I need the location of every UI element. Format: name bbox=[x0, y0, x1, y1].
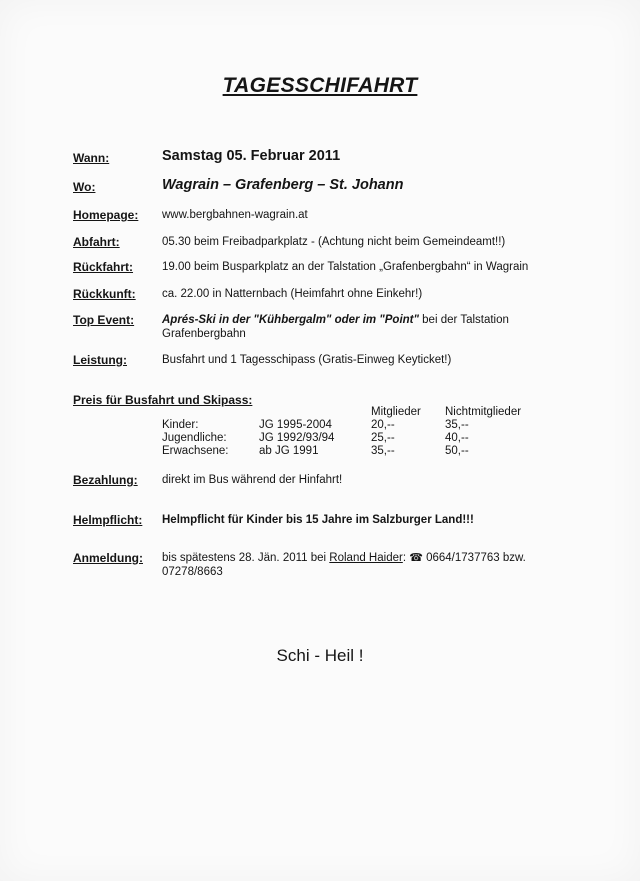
price-group: Erwachsene: bbox=[162, 445, 229, 457]
registration-colon: : bbox=[402, 552, 410, 564]
value-helmet: Helmpflicht für Kinder bis 15 Jahre im Salzburger Land!!! bbox=[162, 514, 474, 526]
top-event-rest: bei der Talstation bbox=[418, 314, 509, 326]
price-members: 20,-- bbox=[371, 419, 395, 431]
value-payment: direkt im Bus während der Hinfahrt! bbox=[162, 474, 343, 486]
label-top-event: Top Event: bbox=[73, 313, 135, 327]
label-return: Rückfahrt: bbox=[73, 260, 134, 274]
label-when: Wann: bbox=[73, 151, 110, 165]
col-members-header: Mitglieder bbox=[371, 406, 421, 418]
registration-text: bis spätestens 28. Jän. 2011 bei bbox=[162, 552, 330, 564]
price-nonmembers: 50,-- bbox=[445, 445, 469, 457]
value-service: Busfahrt und 1 Tagesschipass (Gratis-Einweg Keyticket!) bbox=[162, 354, 452, 366]
value-where: Wagrain – Grafenberg – St. Johann bbox=[162, 177, 404, 193]
value-top-event bbox=[162, 313, 562, 341]
label-registration: Anmeldung: bbox=[73, 551, 143, 565]
phone-number-2: 07278/8663 bbox=[162, 566, 223, 578]
price-nonmembers: 35,-- bbox=[445, 419, 469, 431]
contact-name: Roland Haider bbox=[329, 552, 403, 564]
value-return: 19.00 beim Busparkplatz an der Talstation „Grafenbergbahn“ in Wagrain bbox=[162, 261, 529, 273]
label-homepage: Homepage: bbox=[73, 208, 139, 222]
document-title: TAGESSCHIFAHRT bbox=[222, 74, 418, 97]
top-event-highlight: Aprés-Ski in der "Kühbergalm" oder im "Point" bbox=[162, 314, 419, 326]
label-service: Leistung: bbox=[73, 353, 127, 367]
price-years: JG 1992/93/94 bbox=[259, 432, 335, 444]
phone-icon: ☎ bbox=[409, 552, 423, 564]
label-payment: Bezahlung: bbox=[73, 473, 138, 487]
price-members: 35,-- bbox=[371, 445, 395, 457]
label-helmet: Helmpflicht: bbox=[73, 513, 143, 527]
label-arrival: Rückkunft: bbox=[73, 287, 136, 301]
value-departure: 05.30 beim Freibadparkplatz - (Achtung nicht beim Gemeindeamt!!) bbox=[162, 236, 506, 248]
label-where: Wo: bbox=[73, 180, 96, 194]
label-prices: Preis für Busfahrt und Skipass: bbox=[73, 393, 253, 407]
closing-greeting: Schi - Heil ! bbox=[276, 646, 364, 665]
phone-number: 0664/1737763 bzw. bbox=[422, 552, 526, 564]
price-years: ab JG 1991 bbox=[259, 445, 319, 457]
price-nonmembers: 40,-- bbox=[445, 432, 469, 444]
value-when: Samstag 05. Februar 2011 bbox=[162, 148, 341, 164]
price-group: Kinder: bbox=[162, 419, 199, 431]
col-nonmembers-header: Nichtmitglieder bbox=[445, 406, 522, 418]
price-group: Jugendliche: bbox=[162, 432, 227, 444]
price-years: JG 1995-2004 bbox=[259, 419, 332, 431]
label-departure: Abfahrt: bbox=[73, 235, 120, 249]
top-event-line2: Grafenbergbahn bbox=[162, 328, 246, 340]
value-arrival: ca. 22.00 in Natternbach (Heimfahrt ohne Einkehr!) bbox=[162, 288, 423, 300]
value-registration bbox=[162, 551, 542, 579]
price-members: 25,-- bbox=[371, 432, 395, 444]
value-homepage: www.bergbahnen-wagrain.at bbox=[162, 209, 308, 221]
